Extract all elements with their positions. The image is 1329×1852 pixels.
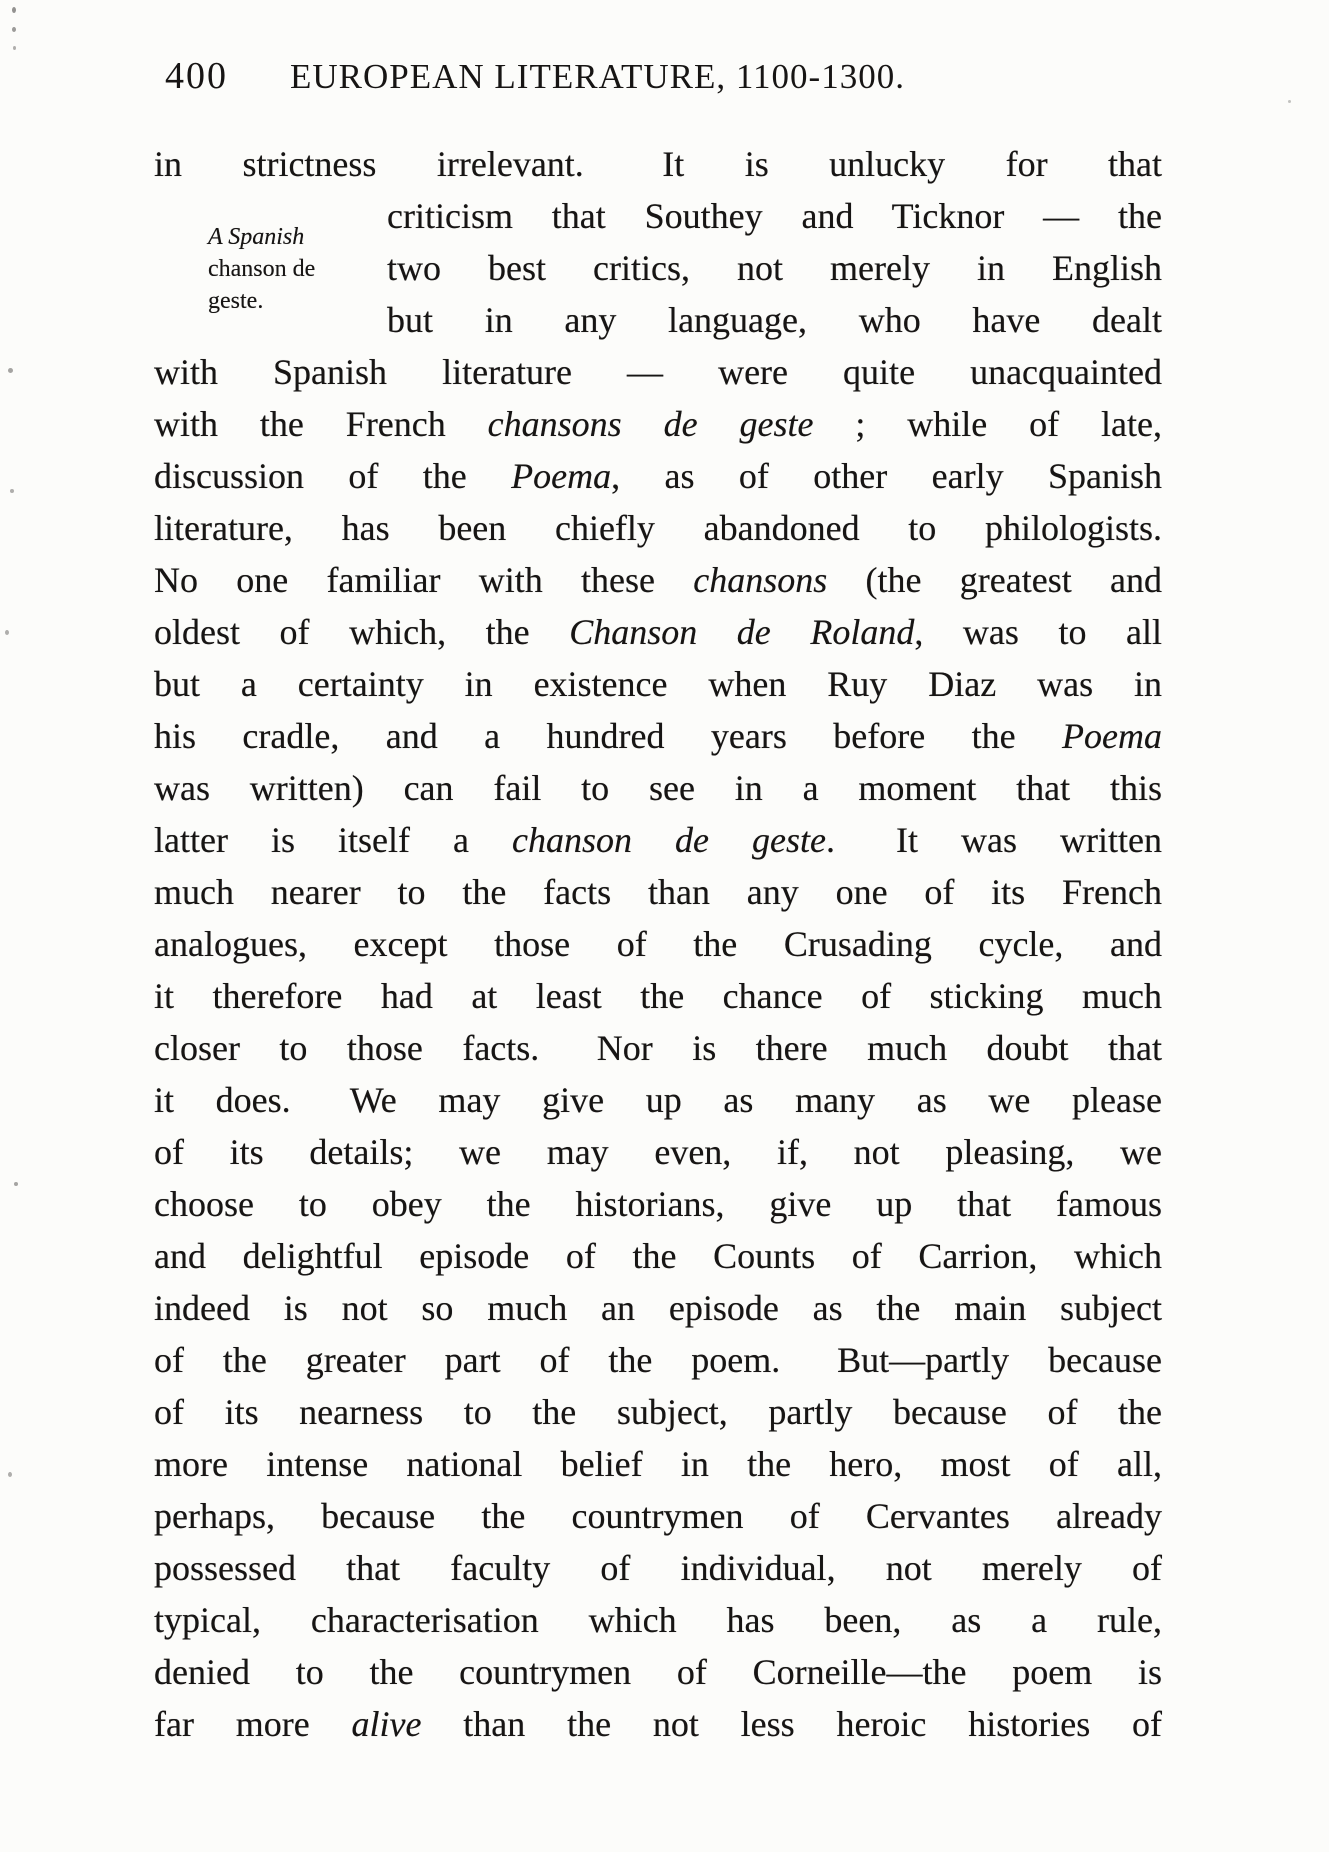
body-line (154, 1282, 1162, 1334)
body-line (154, 762, 1162, 814)
text-segment: of its details; we may even, if, not pleasing, we (154, 1132, 1162, 1172)
text-segment: but a certainty in existence when Ruy Diaz was in (154, 664, 1162, 704)
body-line (154, 1438, 1162, 1490)
body-line (154, 1022, 1162, 1074)
italic-phrase: chanson de geste (512, 820, 826, 860)
scan-speck (12, 7, 16, 13)
body-line (154, 1126, 1162, 1178)
text-segment: ; while of late, (813, 404, 1162, 444)
body-line (154, 138, 1162, 190)
italic-phrase: chansons (693, 560, 828, 600)
body-line (154, 918, 1162, 970)
body-line (154, 346, 1162, 398)
scan-speck (14, 1182, 18, 1186)
italic-phrase: chansons de geste (487, 404, 814, 444)
body-line (154, 554, 1162, 606)
text-segment: of its nearness to the subject, partly because of the (154, 1392, 1162, 1432)
scan-speck (1288, 100, 1291, 103)
text-segment: with Spanish literature — were quite unacquainted (154, 352, 1162, 392)
body-line (387, 242, 1162, 294)
text-segment: his cradle, and a hundred years before the (154, 716, 1063, 756)
sidenote-line: chanson de (208, 256, 316, 282)
body-line (154, 866, 1162, 918)
text-segment: but in any language, who have dealt (387, 300, 1162, 340)
body-line (154, 814, 1162, 866)
text-segment: two best critics, not merely in English (387, 248, 1162, 288)
text-segment: more intense national belief in the hero, most of all, (154, 1444, 1162, 1484)
text-segment: denied to the countrymen of Corneille—the poem is (154, 1652, 1162, 1692)
text-segment: than the not less heroic histories of (421, 1704, 1162, 1744)
italic-phrase: Chanson de Roland (569, 612, 915, 652)
text-segment: and delightful episode of the Counts of Carrion, which (154, 1236, 1162, 1276)
text-segment: No one familiar with these (154, 560, 694, 600)
body-line (154, 710, 1162, 762)
body-line (154, 970, 1162, 1022)
text-segment: choose to obey the historians, give up that famous (154, 1184, 1162, 1224)
body-line (154, 1646, 1162, 1698)
text-segment: much nearer to the facts than any one of its French (154, 872, 1162, 912)
text-segment: , as of other early Spanish (611, 456, 1163, 496)
scan-speck (8, 1472, 12, 1477)
text-segment: latter is itself a (154, 820, 513, 860)
text-segment: possessed that faculty of individual, not merely of (154, 1548, 1162, 1588)
body-line (154, 1074, 1162, 1126)
body-line (154, 398, 1162, 450)
text-segment: analogues, except those of the Crusading cycle, and (154, 924, 1162, 964)
body-line (154, 502, 1162, 554)
scan-speck (8, 368, 13, 373)
body-line (387, 190, 1162, 242)
text-segment: of the greater part of the poem. But—partly because (154, 1340, 1162, 1380)
body-line (154, 658, 1162, 710)
body-line (154, 1386, 1162, 1438)
text-segment: oldest of which, the (154, 612, 570, 652)
italic-phrase: alive (351, 1704, 422, 1744)
body-line (154, 1594, 1162, 1646)
scan-speck (13, 46, 16, 50)
italic-phrase: Poema (511, 456, 612, 496)
sidenote-line: geste. (208, 288, 264, 314)
text-segment: far more (154, 1704, 352, 1744)
text-segment: in strictness irrelevant. It is unlucky for that (154, 144, 1162, 184)
body-line (154, 1334, 1162, 1386)
body-line (154, 1542, 1162, 1594)
text-segment: closer to those facts. Nor is there much doubt that (154, 1028, 1162, 1068)
body-line (154, 1178, 1162, 1230)
running-title: EUROPEAN LITERATURE, 1100-1300. (290, 57, 905, 96)
text-segment: it therefore had at least the chance of sticking much (154, 976, 1162, 1016)
scan-speck (12, 27, 16, 32)
body-line (154, 450, 1162, 502)
text-segment: with the French (154, 404, 488, 444)
sidenote-line: A Spanish (208, 224, 305, 250)
body-line (154, 1490, 1162, 1542)
body-line (387, 294, 1162, 346)
text-segment: (the greatest and (827, 560, 1162, 600)
body-line (154, 606, 1162, 658)
text-segment: . It was written (826, 820, 1163, 860)
scan-speck (5, 630, 9, 635)
text-segment: it does. We may give up as many as we please (154, 1080, 1162, 1120)
text-segment: indeed is not so much an episode as the main subject (154, 1288, 1162, 1328)
text-segment: discussion of the (154, 456, 512, 496)
text-segment: criticism that Southey and Ticknor — the (387, 196, 1162, 236)
body-line (154, 1230, 1162, 1282)
body-line (154, 1698, 1162, 1750)
page-number: 400 (165, 55, 228, 97)
text-segment: typical, characterisation which has been, as a rule, (154, 1600, 1162, 1640)
text-segment: was written) can fail to see in a moment that this (154, 768, 1162, 808)
text-segment: literature, has been chiefly abandoned to philologists. (154, 508, 1162, 548)
scan-speck (10, 489, 14, 493)
text-segment: perhaps, because the countrymen of Cervantes already (154, 1496, 1162, 1536)
text-segment: , was to all (914, 612, 1162, 652)
italic-phrase: Poema (1062, 716, 1162, 756)
text-block (154, 138, 1162, 1750)
